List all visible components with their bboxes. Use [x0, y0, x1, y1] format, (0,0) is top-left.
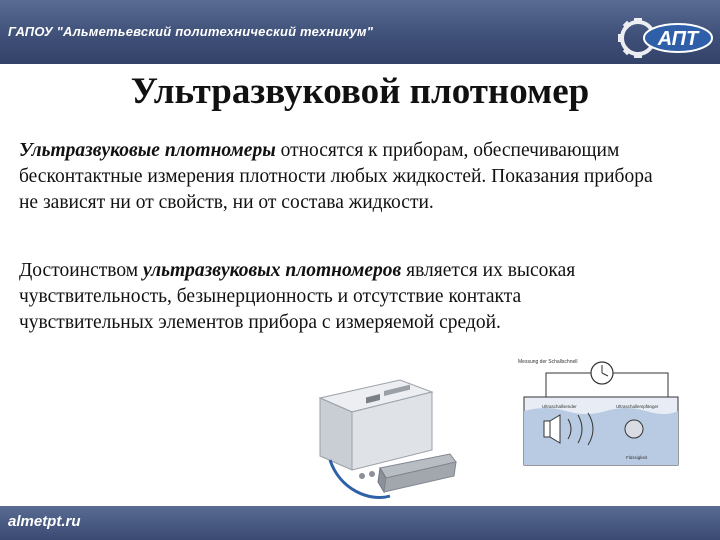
svg-text:Ultraschallsender: Ultraschallsender [542, 404, 577, 409]
svg-text:Flüssigkeit: Flüssigkeit [626, 455, 648, 460]
paragraph-1 [19, 138, 659, 216]
paragraph-2-text: является их высокая чувствительность, безынерционность и отсутствие контакта чувствительных элементов прибора с измеряемой средой. [19, 260, 576, 333]
term-1: Ультразвуковые плотномеры [19, 140, 276, 161]
footer-tld: .ru [61, 513, 81, 530]
densitometer-device-image [300, 370, 460, 510]
svg-text:АПТ: АПТ [657, 28, 699, 50]
slide-title: Ультразвуковой плотномер [130, 71, 590, 112]
paragraph-1-text: относятся к приборам, обеспечивающим бесконтактные измерения плотности любых жидкостей. Показания прибора не зависят ни от свойств, ни от состава жидкости. [19, 140, 653, 213]
footer-site [8, 513, 81, 530]
measurement-diagram [516, 355, 688, 470]
paragraph-2 [19, 258, 659, 336]
footer-site-name: almetpt [8, 513, 62, 530]
apt-logo [616, 14, 716, 60]
term-2: ультразвуковых плотномеров [142, 260, 402, 281]
institution-name: ГАПОУ "Альметьевский политехнический техникум" [8, 24, 374, 39]
paragraph-2-lead: Достоинством [19, 260, 143, 281]
footer-bar [0, 506, 720, 540]
svg-text:Ultraschallempfänger: Ultraschallempfänger [616, 404, 659, 409]
svg-text:Messung der Schallschnell: Messung der Schallschnell [518, 359, 578, 365]
